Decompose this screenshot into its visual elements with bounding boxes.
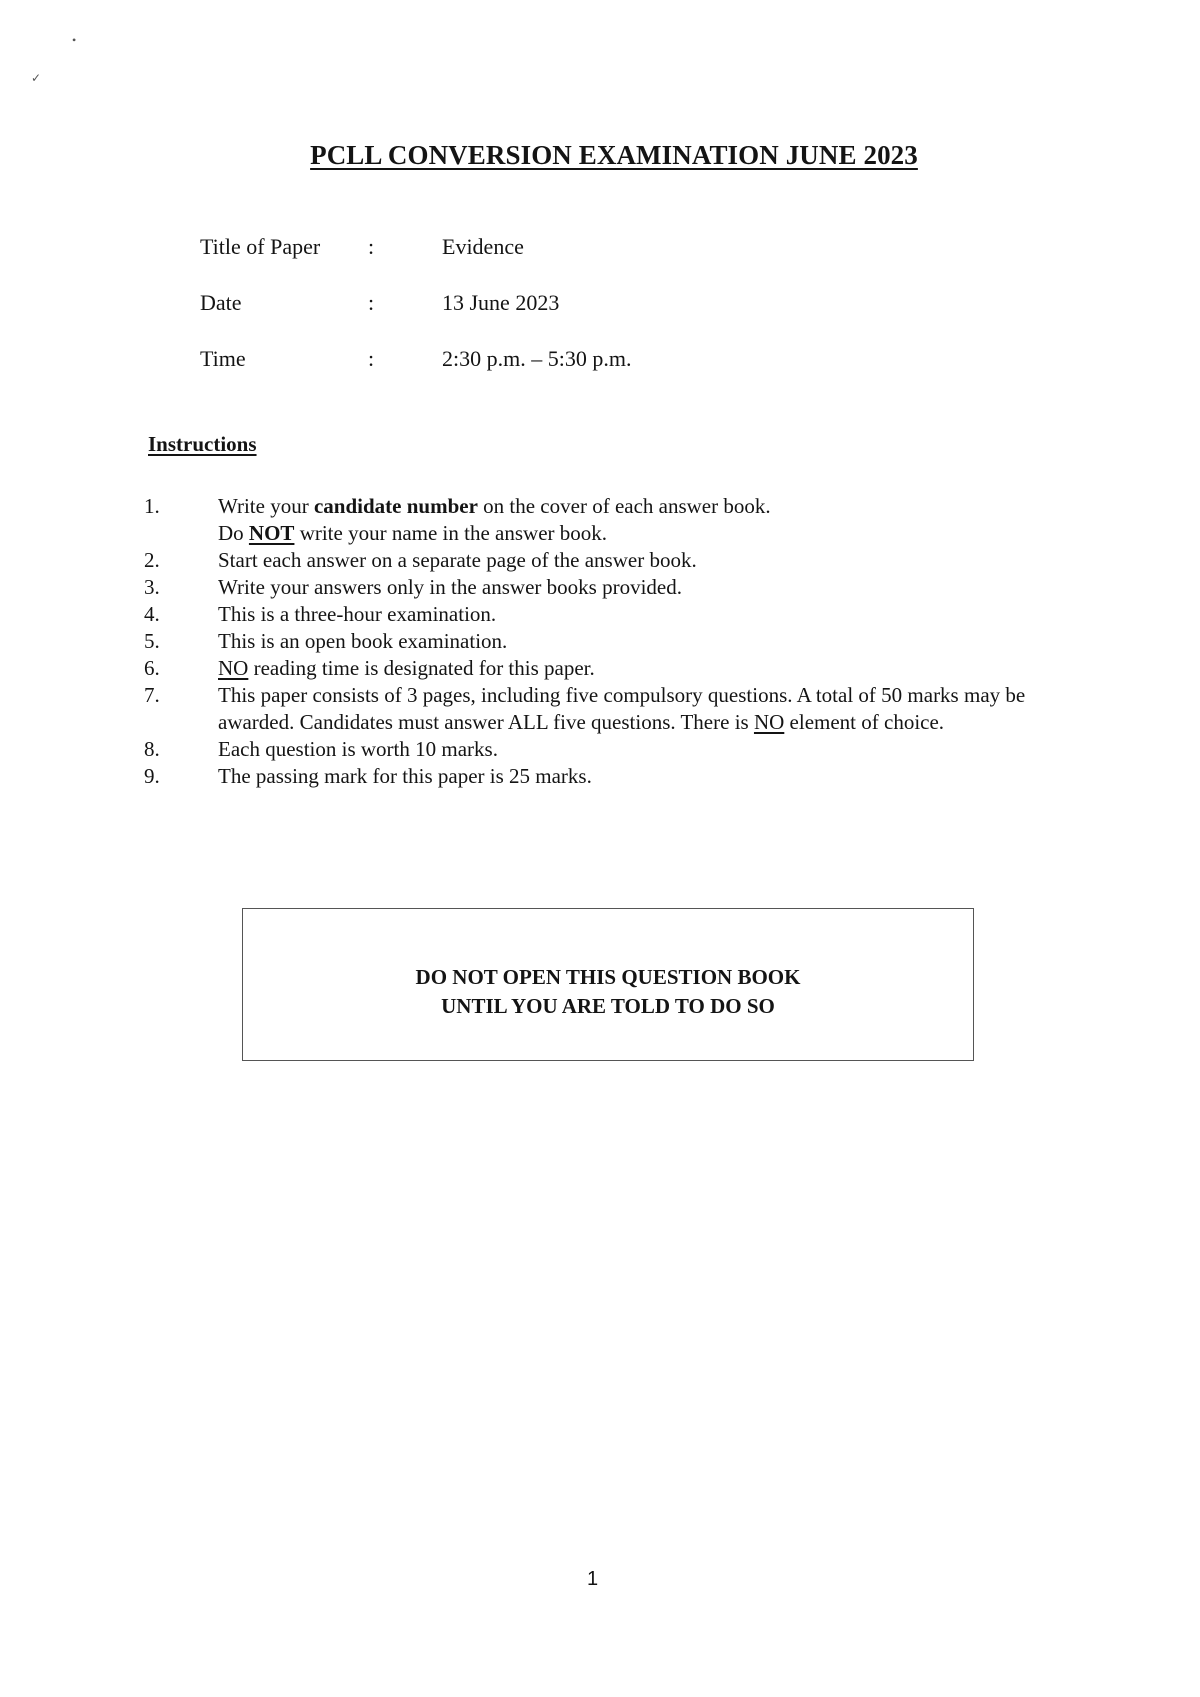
detail-label: Time bbox=[200, 346, 246, 371]
instruction-item bbox=[144, 736, 1074, 763]
detail-value: 13 June 2023 bbox=[442, 290, 560, 315]
paper-details bbox=[200, 234, 631, 402]
instruction-number: 4. bbox=[144, 602, 160, 626]
detail-label: Date bbox=[200, 290, 242, 315]
instruction-item bbox=[144, 601, 1074, 628]
notice-line: DO NOT OPEN THIS QUESTION BOOK bbox=[415, 965, 801, 989]
instruction-number: 3. bbox=[144, 575, 160, 599]
instruction-text: Start each answer on a separate page of the answer book. bbox=[218, 548, 697, 572]
paper-detail-row bbox=[200, 234, 631, 290]
notice-box bbox=[242, 908, 974, 1061]
instruction-text-part: element of choice. bbox=[784, 710, 945, 734]
instruction-text: The passing mark for this paper is 25 marks. bbox=[218, 764, 592, 788]
instruction-item bbox=[144, 682, 1074, 736]
instruction-text: This is an open book examination. bbox=[218, 629, 508, 653]
detail-value: Evidence bbox=[442, 234, 524, 259]
instruction-text-part: Write your bbox=[218, 494, 314, 518]
detail-colon: : bbox=[368, 290, 375, 315]
instruction-text-part: write your name in the answer book. bbox=[294, 521, 608, 545]
scan-speck: • bbox=[72, 33, 77, 47]
instruction-text-part: reading time is designated for this paper. bbox=[248, 656, 595, 680]
instruction-item bbox=[144, 628, 1074, 655]
instructions-list bbox=[144, 493, 1074, 790]
detail-value: 2:30 p.m. – 5:30 p.m. bbox=[442, 346, 632, 371]
instruction-emphasis: NO bbox=[753, 710, 785, 734]
instruction-text: Each question is worth 10 marks. bbox=[218, 737, 498, 761]
instructions-heading: Instructions bbox=[148, 432, 257, 456]
instruction-number: 2. bbox=[144, 548, 160, 572]
instruction-number: 6. bbox=[144, 656, 160, 680]
instruction-emphasis: NOT bbox=[248, 521, 295, 545]
instruction-text-part: Do bbox=[218, 521, 249, 545]
detail-colon: : bbox=[368, 234, 375, 259]
instruction-number: 9. bbox=[144, 764, 160, 788]
exam-title: PCLL CONVERSION EXAMINATION JUNE 2023 bbox=[310, 140, 918, 170]
page-number: 1 bbox=[586, 1568, 599, 1590]
notice-text bbox=[243, 963, 973, 1021]
instruction-item bbox=[144, 574, 1074, 601]
paper-detail-row bbox=[200, 346, 631, 402]
instruction-text: Write your answers only in the answer books provided. bbox=[218, 575, 682, 599]
instruction-item bbox=[144, 493, 1074, 547]
instruction-item bbox=[144, 763, 1074, 790]
detail-colon: : bbox=[368, 346, 375, 371]
instruction-number: 1. bbox=[144, 494, 160, 518]
instruction-text: This is a three-hour examination. bbox=[218, 602, 497, 626]
detail-label: Title of Paper bbox=[200, 234, 321, 259]
instruction-text-part: on the cover of each answer book. bbox=[477, 494, 771, 518]
paper-detail-row bbox=[200, 290, 631, 346]
instruction-item bbox=[144, 655, 1074, 682]
notice-line: UNTIL YOU ARE TOLD TO DO SO bbox=[441, 994, 775, 1018]
instruction-item bbox=[144, 547, 1074, 574]
scan-tick-mark: ✓ bbox=[31, 71, 42, 85]
instruction-text bbox=[218, 493, 1074, 547]
instruction-text-part: This paper consists of 3 pages, including five compulsory questions. A total of 50 marks may be awarded. Candidates must answer ALL five questions. There is bbox=[218, 683, 1026, 734]
instruction-text bbox=[218, 682, 1074, 736]
instruction-text bbox=[218, 655, 1074, 682]
instruction-emphasis: candidate number bbox=[313, 494, 478, 518]
instruction-number: 5. bbox=[144, 629, 160, 653]
instruction-number: 7. bbox=[144, 683, 160, 707]
instruction-emphasis: NO bbox=[218, 656, 249, 680]
instruction-number: 8. bbox=[144, 737, 160, 761]
